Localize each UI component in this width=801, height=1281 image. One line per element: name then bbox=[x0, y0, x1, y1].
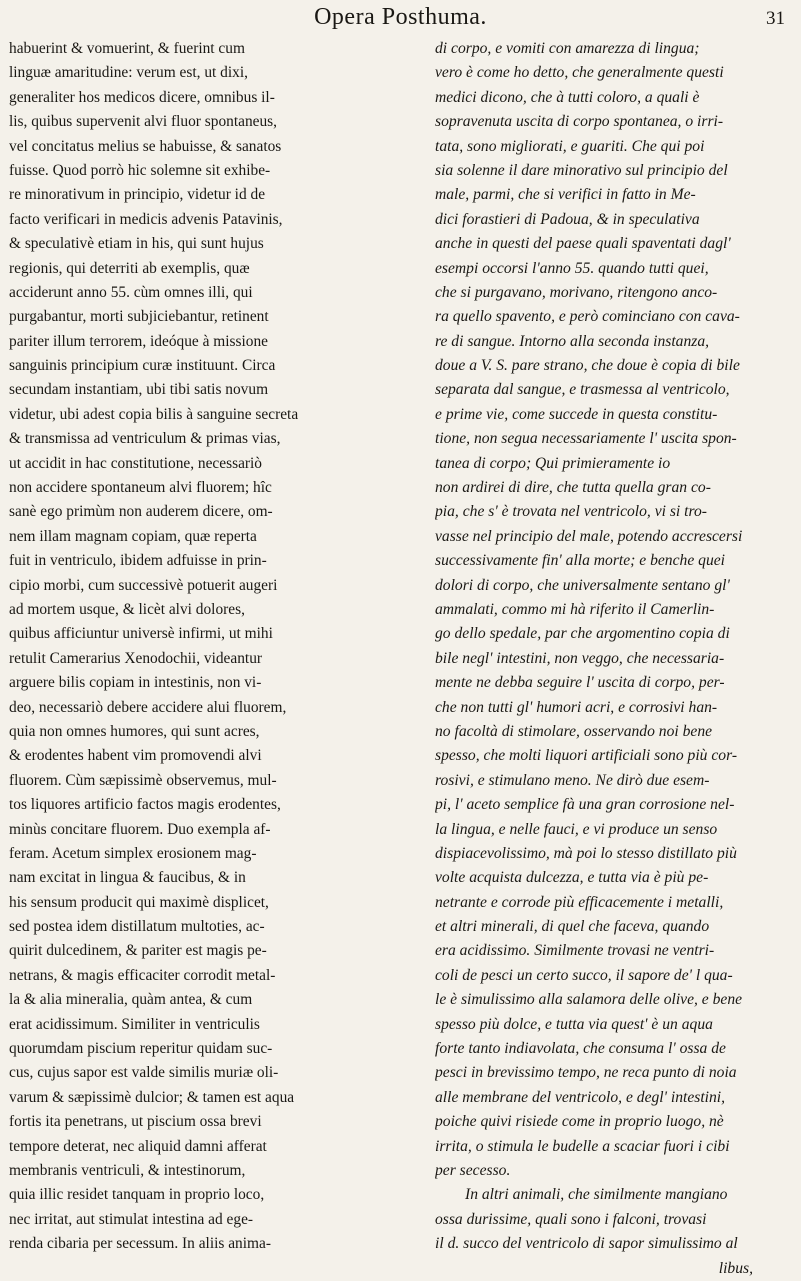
text-line: fuisse. Quod porrò hic solemne sit exhibe- bbox=[9, 161, 271, 179]
text-line: medici dicono, che à tutti coloro, a quali è bbox=[435, 88, 700, 106]
text-line: fuit in ventriculo, ibidem adfuisse in prin- bbox=[9, 552, 267, 570]
text-line: non ardirei di dire, che tutta quella gran co- bbox=[435, 479, 711, 497]
text-line: & speculativè etiam in his, qui sunt hujus bbox=[9, 235, 264, 253]
text-line: et altri minerali, di quel che faceva, quando bbox=[435, 918, 710, 936]
text-line: acciderunt anno 55. cùm omnes illi, qui bbox=[9, 283, 253, 301]
text-line: il d. succo del ventricolo di sapor simulissimo al bbox=[435, 1235, 738, 1253]
text-line: rosivi, e stimulano meno. Ne dirò due esem- bbox=[435, 771, 710, 789]
text-line: deo, necessariò debere accidere alui fluorem, bbox=[9, 698, 287, 716]
text-line: membranis ventriculi, & intestinorum, bbox=[9, 1161, 246, 1179]
text-line: tanea di corpo; Qui primieramente io bbox=[435, 454, 671, 472]
italian-text-column bbox=[435, 37, 793, 1281]
text-line: e prime vie, come succede in questa constitu- bbox=[435, 405, 718, 423]
text-line: go dello spedale, par che argomentino copia di bbox=[435, 625, 730, 643]
text-line: linguæ amaritudine: verum est, ut dixi, bbox=[9, 64, 248, 82]
text-line: tempore deterat, nec aliquid damni afferat bbox=[9, 1137, 267, 1155]
text-line: quorumdam piscium reperitur quidam suc- bbox=[9, 1040, 273, 1058]
text-line: & erodentes habent vim promovendi alvi bbox=[9, 747, 262, 765]
page-header bbox=[0, 4, 801, 38]
text-line: his sensum producit qui maximè displicet, bbox=[9, 893, 269, 911]
text-line: netrante e corrode più efficacemente i metalli, bbox=[435, 893, 724, 911]
text-line: ammalati, commo mi hà riferito il Camerlin- bbox=[435, 600, 715, 618]
text-line: sopravenuta uscita di corpo spontanea, o irri- bbox=[435, 113, 724, 131]
text-line: feram. Acetum simplex erosionem mag- bbox=[9, 844, 257, 862]
text-line: mente ne debba seguire l' uscita di corpo, per- bbox=[435, 674, 725, 692]
text-line: alle membrane del ventricolo, e degl' intestini, bbox=[435, 1088, 726, 1106]
text-line: fortis ita penetrans, ut piscium ossa brevi bbox=[9, 1113, 262, 1131]
text-line: pesci in brevissimo tempo, ne reca punto di noia bbox=[435, 1064, 737, 1082]
text-line: pi, l' aceto semplice fà una gran corrosione nel- bbox=[435, 796, 735, 814]
text-line: la lingua, e nelle fauci, e vi produce un senso bbox=[435, 820, 718, 838]
text-line: cipio morbi, cum successivè potuerit augeri bbox=[9, 576, 278, 594]
text-line: & transmissa ad ventriculum & primas vias, bbox=[9, 430, 281, 448]
text-line: videtur, ubi adest copia bilis à sanguine secreta bbox=[9, 405, 299, 423]
text-line: renda cibaria per secessum. In aliis anima- bbox=[9, 1235, 271, 1253]
text-line: tata, sono migliorati, e guariti. Che qui poi bbox=[435, 137, 705, 155]
text-line: separata dal sangue, e trasmessa al ventricolo, bbox=[435, 381, 730, 399]
text-line: pia, che s' è trovata nel ventricolo, vi si tro- bbox=[435, 503, 707, 521]
text-line: regionis, qui deterriti ab exemplis, quæ bbox=[9, 259, 250, 277]
text-line: quirit dulcedinem, & pariter est magis pe- bbox=[9, 942, 267, 960]
text-line: ossa durissime, quali sono i falconi, trovasi bbox=[435, 1210, 707, 1228]
text-line: libus, bbox=[718, 1259, 753, 1277]
text-line: tione, non segua necessariamente l' uscita spon- bbox=[435, 430, 737, 448]
text-line: nem illam magnam copiam, quæ reperta bbox=[9, 527, 257, 545]
text-line: non accidere spontaneum alvi fluorem; hîc bbox=[9, 479, 272, 497]
text-line: che non tutti gl' humori acri, e corrosivi han- bbox=[435, 698, 718, 716]
text-line: nam excitat in lingua & faucibus, & in bbox=[9, 869, 246, 887]
text-line: era acidissimo. Similmente trovasi ne ventri- bbox=[435, 942, 715, 960]
text-line: facto verificari in medicis advenis Patavinis, bbox=[9, 210, 283, 228]
text-line: vasse nel principio del male, potendo accrescersi bbox=[435, 527, 743, 545]
text-line: sanè ego primùm non auderem dicere, om- bbox=[9, 503, 273, 521]
text-line: In altri animali, che similmente mangiano bbox=[465, 1186, 728, 1204]
text-line: di corpo, e vomiti con amarezza di lingua; bbox=[435, 40, 700, 57]
text-line: ad mortem usque, & licèt alvi dolores, bbox=[9, 600, 245, 618]
text-line: sanguinis principium curæ instituunt. Circa bbox=[9, 357, 276, 375]
text-line: dici forastieri di Padoua, & in speculativa bbox=[435, 210, 700, 228]
text-line: irrita, o stimula le budelle a scaciar fuori i cibi bbox=[435, 1137, 730, 1155]
text-line: ut accidit in hac constitutione, necessariò bbox=[9, 454, 263, 472]
text-line: quia illic residet tanquam in proprio loco, bbox=[9, 1186, 265, 1204]
text-line: per secesso. bbox=[435, 1161, 511, 1179]
text-line: anche in questi del paese quali spaventati dagl' bbox=[435, 235, 731, 253]
text-line: bile negl' intestini, non veggo, che necessaria- bbox=[435, 649, 725, 667]
text-line: arguere bilis copiam in intestinis, non vi- bbox=[9, 674, 262, 692]
text-line: secundam instantiam, ubi tibi satis novum bbox=[9, 381, 269, 399]
text-line: dolori di corpo, che universalmente sentano gl' bbox=[435, 576, 730, 594]
text-line: pariter illum terrorem, ideóque à missione bbox=[9, 332, 268, 350]
text-line: re minorativum in principio, videtur id de bbox=[9, 186, 266, 204]
text-line: dispiacevolissimo, mà poi lo stesso distillato più bbox=[435, 844, 737, 862]
text-line: vero è come ho detto, che generalmente questi bbox=[435, 64, 724, 82]
text-line: habuerint & vomuerint, & fuerint cum bbox=[9, 40, 245, 57]
text-line: le è simulissimo alla salamora delle olive, e bene bbox=[435, 991, 743, 1009]
text-line: tos liquores artificio factos magis erodentes, bbox=[9, 796, 281, 814]
text-line: no facoltà di stimolare, osservando noi bene bbox=[435, 722, 713, 740]
text-line: doue a V. S. pare strano, che doue è copia di bile bbox=[435, 357, 740, 375]
text-line: minùs concitare fluorem. Duo exempla af- bbox=[9, 820, 271, 838]
text-line: successivamente fin' alla morte; e benche quei bbox=[435, 552, 725, 570]
text-line: forte tanto indiavolata, che consuma l' ossa de bbox=[435, 1040, 726, 1058]
page-number: 31 bbox=[766, 8, 785, 29]
text-line: poiche quivi risiede come in proprio luogo, nè bbox=[435, 1113, 724, 1131]
text-line: ra quello spavento, e però cominciano con cava- bbox=[435, 308, 740, 326]
text-line: esempi occorsi l'anno 55. quando tutti quei, bbox=[435, 259, 709, 277]
text-line: quia non omnes humores, qui sunt acres, bbox=[9, 722, 260, 740]
text-line: lis, quibus supervenit alvi fluor spontaneus, bbox=[9, 113, 278, 131]
running-title: Opera Posthuma. bbox=[314, 4, 487, 30]
text-line: spesso, che molti liquori artificiali sono più cor- bbox=[435, 747, 738, 765]
text-line: male, parmi, che si verifici in fatto in Me- bbox=[435, 186, 696, 204]
text-line: fluorem. Cùm sæpissimè observemus, mul- bbox=[9, 771, 277, 789]
latin-text-column bbox=[9, 37, 417, 1257]
text-line: retulit Camerarius Xenodochii, videantur bbox=[9, 649, 263, 667]
text-line: vel concitatus melius se habuisse, & sanatos bbox=[9, 137, 282, 155]
text-line: nec irritat, aut stimulat intestina ad ege- bbox=[9, 1210, 254, 1228]
text-line: varum & sæpissimè dulcior; & tamen est aqua bbox=[9, 1088, 295, 1106]
text-line: sia solenne il dare minorativo sul principio del bbox=[435, 161, 728, 179]
text-line: sed postea idem distillatum multoties, ac- bbox=[9, 918, 265, 936]
text-line: la & alia mineralia, quàm antea, & cum bbox=[9, 991, 253, 1009]
text-line: generaliter hos medicos dicere, omnibus il- bbox=[9, 88, 275, 106]
text-line: cus, cujus sapor est valde similis muriæ oli- bbox=[9, 1064, 279, 1082]
text-line: erat acidissimum. Similiter in ventriculis bbox=[9, 1015, 260, 1033]
text-line: netrans, & magis efficaciter corrodit metal- bbox=[9, 966, 276, 984]
text-line: quibus afficiuntur universè infirmi, ut mihi bbox=[9, 625, 273, 643]
text-line: purgabantur, morti subjiciebantur, retinent bbox=[9, 308, 269, 326]
text-line: volte acquista dulcezza, e tutta via è più pe- bbox=[435, 869, 709, 887]
text-line: coli de pesci un certo succo, il sapore de' l qua- bbox=[435, 966, 733, 984]
text-line: re di sangue. Intorno alla seconda instanza, bbox=[435, 332, 710, 350]
text-line: spesso più dolce, e tutta via quest' è un aqua bbox=[435, 1015, 713, 1033]
text-line: che si purgavano, morivano, ritengono anco- bbox=[435, 283, 718, 301]
